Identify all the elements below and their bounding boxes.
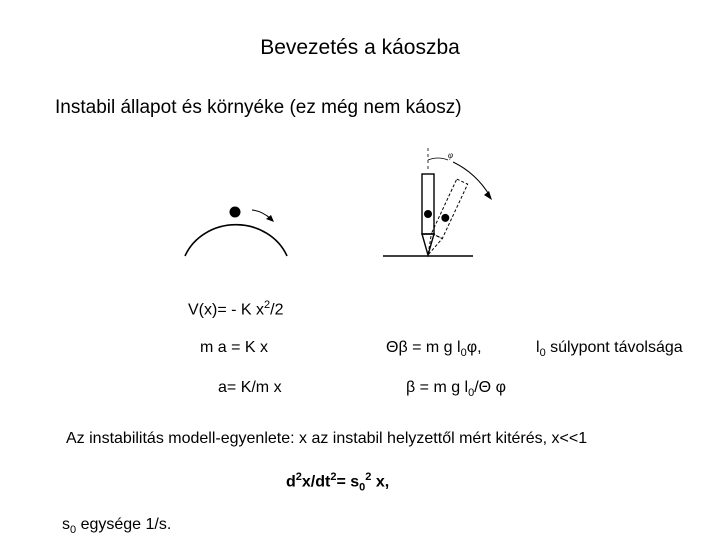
newton-equation: m a = K x	[200, 339, 269, 356]
ball-on-hill-icon	[180, 200, 295, 260]
potential-equation: V(x)= - K $x^2/2$	[188, 299, 284, 319]
differential-equation: $d^2x/dt^2= s_0^2$ x,	[286, 471, 390, 494]
phi-label: φ	[448, 150, 453, 160]
acceleration-equation: a= K/m x	[218, 379, 282, 396]
torque-equation: Θβ = m g $l_0\varphi$,	[386, 339, 482, 360]
slide-subtitle: Instabil állapot és környéke (ez még nem káosz)	[55, 97, 462, 118]
unit-note: $s_0$ egysége 1/s.	[62, 516, 172, 537]
model-equation-text: Az instabilitás modell-egyenlete: x az instabil helyzettől mért kitérés, x<<1	[66, 430, 588, 447]
l0-note: $l_0$ súlypont távolsága	[536, 339, 683, 360]
inverted-pendulum-icon	[378, 148, 503, 263]
beta-equation: β = m g $l_0/\Theta$ φ	[406, 379, 506, 400]
slide-title: Bevezetés a káoszba	[260, 36, 460, 59]
